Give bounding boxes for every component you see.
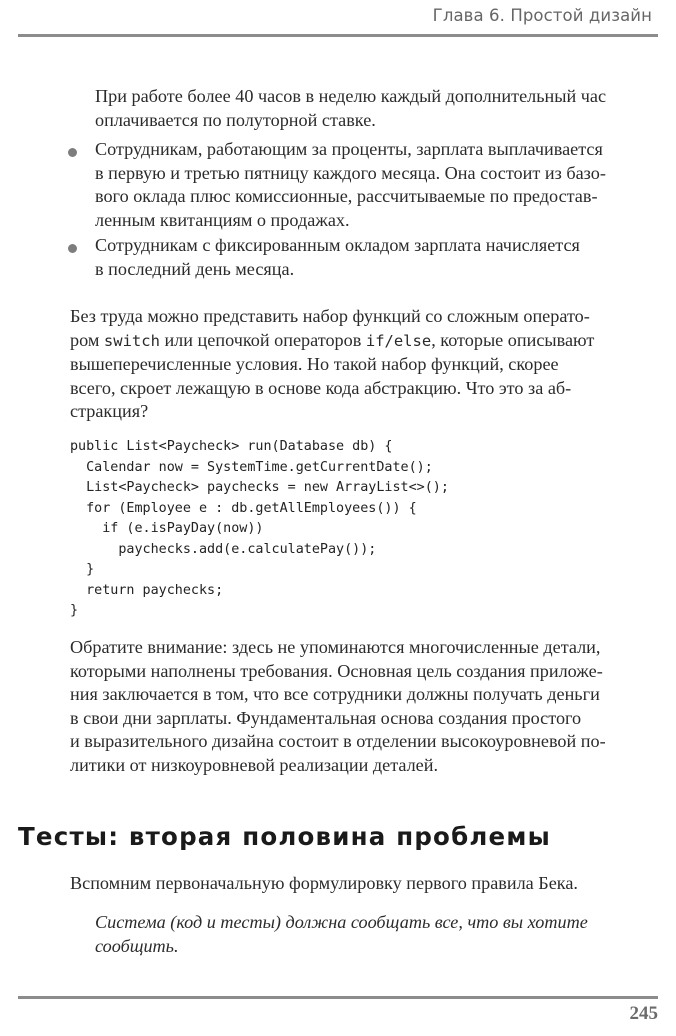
text-line: и выразительного дизайна состоит в отделении высокоуровневой по-: [70, 731, 606, 751]
bullet-item: [95, 138, 658, 232]
text-line: которыми наполнены требования. Основная цель создания приложе-: [70, 660, 603, 681]
bullet-dot: [68, 244, 77, 253]
text-fragment: ром: [70, 329, 104, 350]
text-line: стракция?: [70, 401, 149, 421]
text-line: Без труда можно представить набор функций со сложным операто-: [70, 306, 590, 326]
text-line: При работе более 40 часов в неделю каждый дополнительный час: [95, 86, 607, 106]
text-line: литики от низкоуровневой реализации деталей.: [70, 754, 439, 775]
paragraph: [70, 305, 658, 424]
text-fragment: или цепочкой операторов: [159, 329, 366, 350]
header-rule: [18, 34, 658, 37]
footer-rule: [18, 996, 658, 999]
text-line: оплачивается по полуторной ставке.: [95, 109, 376, 130]
text-line: Сотрудникам, работающим за проценты, зарплата выплачивается: [95, 139, 603, 159]
inline-code: switch: [103, 331, 160, 350]
paragraph: [70, 636, 658, 777]
code-listing: public List<Paycheck> run(Database db) { Calendar now = SystemTime.getCurrentDate(); List<Paycheck> paychecks = new ArrayList<>(); for (Employee e : db.getAllEmployees()) { if (e.isPayDay(now)) paychecks.add(e.calculatePay()); } return paychecks; }: [70, 439, 449, 618]
running-header: Глава 6. Простой дизайн: [432, 6, 652, 25]
text-line: ния заключается в том, что все сотрудники должны получать деньги: [70, 684, 600, 704]
text-line: в последний день месяца.: [95, 258, 295, 279]
text-line: в первую и третью пятницу каждого месяца. Она состоит из базо-: [95, 162, 606, 183]
text-line: Вспомним первоначальную формулировку первого правила Бека.: [70, 873, 578, 893]
text-line: вышеперечисленные условия. Но такой набор функций, скорее: [70, 354, 559, 374]
paragraph: [70, 872, 658, 896]
page-number: 245: [629, 1003, 658, 1024]
text-line: сообщить.: [95, 935, 179, 956]
text-fragment: , которые описывают: [431, 329, 595, 350]
text-line: вого оклада плюс комиссионные, рассчитываемые по предостав-: [95, 186, 598, 206]
bullet-item: [95, 234, 658, 281]
text-line: ленным квитанциям о продажах.: [95, 209, 350, 230]
quote: [95, 911, 658, 958]
section-heading: Тесты: вторая половина проблемы: [18, 822, 551, 851]
text-line: в свои дни зарплаты. Фундаментальная основа создания простого: [70, 707, 582, 728]
text-line: Система (код и тесты) должна сообщать все, что вы хотите: [95, 912, 588, 932]
text-line: [70, 329, 658, 354]
text-line: Сотрудникам с фиксированным окладом зарплата начисляется: [95, 235, 580, 255]
bullet-dot: [68, 148, 77, 157]
text-line: Обратите внимание: здесь не упоминаются многочисленные детали,: [70, 637, 601, 657]
inline-code: if/else: [365, 331, 432, 350]
text-line: всего, скроет лежащую в основе кода абстракцию. Что это за аб-: [70, 377, 572, 398]
list-item-continuation: [95, 85, 658, 132]
